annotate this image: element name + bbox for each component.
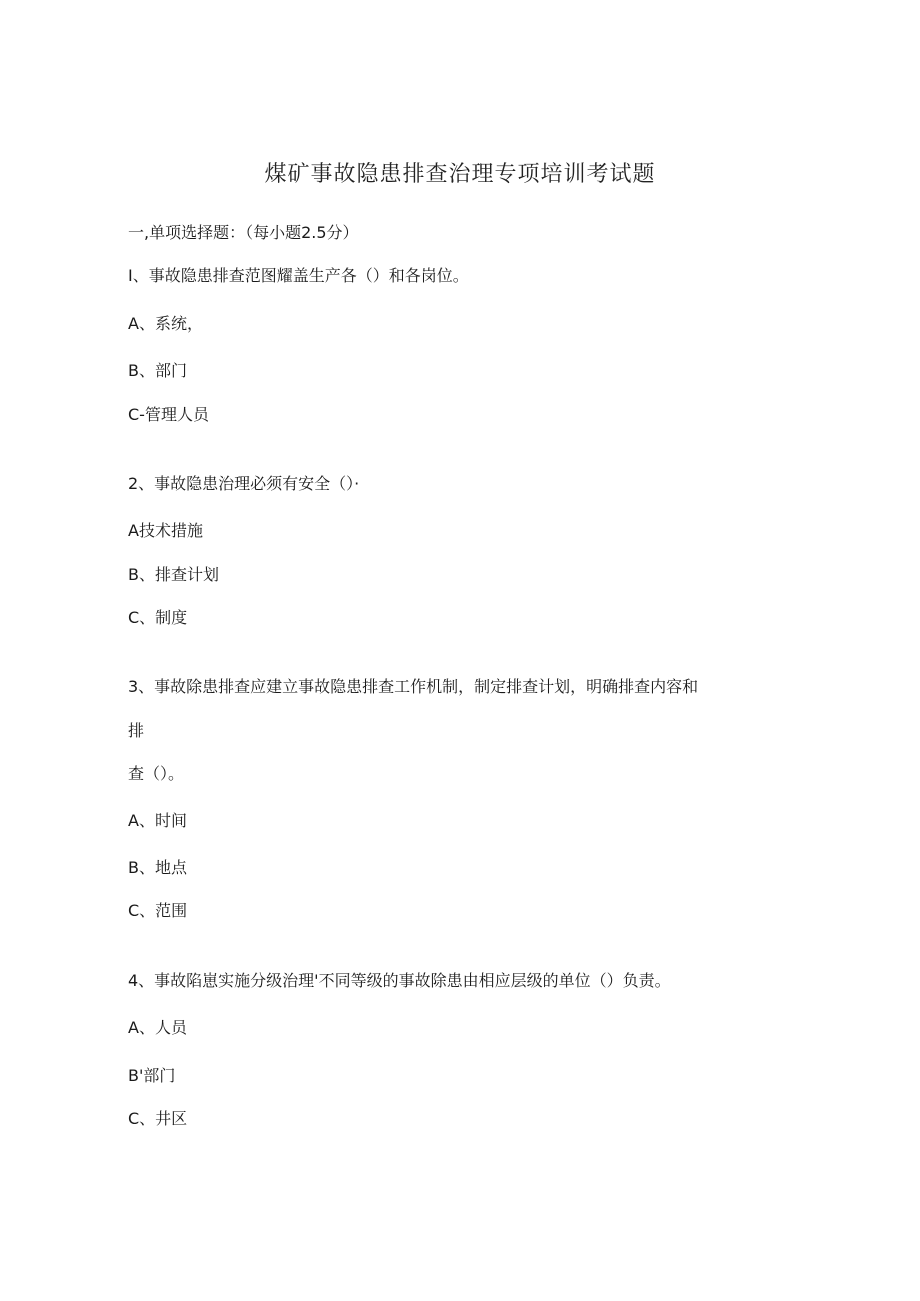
question-1-option-a: A、系统，	[128, 314, 203, 333]
question-2-stem: 2、事故隐患治理必须有安全（）·	[128, 474, 360, 493]
question-3-stem-line-3: 查（）。	[128, 764, 185, 783]
question-4-stem: 4、事故陷崽实施分级治理'不同等级的事故除患由相应层级的单位（）负责。	[128, 971, 671, 990]
question-3-option-c: C、范围	[128, 901, 188, 920]
question-4-option-a: A、人员	[128, 1018, 187, 1037]
question-3-option-b: B、地点	[128, 858, 187, 877]
question-1-option-b: B、部门	[128, 361, 187, 380]
question-2-option-a: A技术措施	[128, 521, 203, 540]
question-3-stem-line-2: 排	[128, 721, 145, 740]
question-1-stem: I、事故隐患排查范图耀盖生产各（）和各岗位。	[128, 266, 469, 285]
question-3-option-a: A、时间	[128, 811, 187, 830]
section-heading: 一,单项选择题：（每小题2.5分）	[128, 223, 359, 242]
question-4-option-c: C、井区	[128, 1109, 188, 1128]
question-3-stem-line-1: 3、事故除患排查应建立事故隐患排查工作机制，制定排查计划，明确排查内容和	[128, 677, 699, 696]
question-4-option-b: B'部门	[128, 1066, 176, 1085]
question-2-option-c: C、制度	[128, 608, 188, 627]
question-1-option-c: C-管理人员	[128, 405, 209, 424]
page-title: 煤矿事故隐患排查治理专项培训考试题	[264, 162, 656, 187]
question-2-option-b: B、排查计划	[128, 565, 219, 584]
